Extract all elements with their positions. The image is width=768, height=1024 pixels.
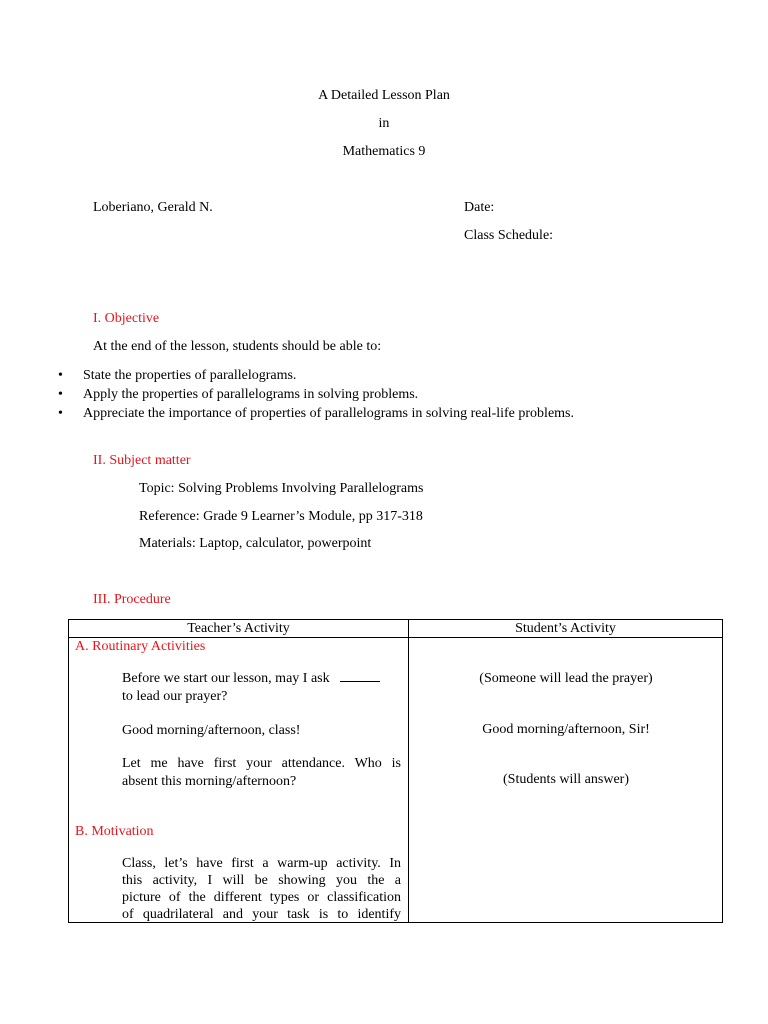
teacher-activity-cell (69, 638, 409, 923)
prayer-line-2: to lead our prayer? (122, 689, 228, 704)
prayer-line-1 (122, 671, 380, 687)
motivation-line: this activity, I will be showing you the a (122, 873, 401, 888)
objective-intro: At the end of the lesson, students should be able to: (93, 339, 382, 354)
motivation-line: Class, let’s have first a warm-up activity. In (122, 856, 401, 871)
title-line-3: Mathematics 9 (342, 144, 426, 159)
title-line-1: A Detailed Lesson Plan (318, 88, 450, 103)
student-activity-cell (409, 638, 723, 923)
prayer-student: (Someone will lead the prayer) (479, 671, 653, 686)
topic-line: Topic: Solving Problems Involving Parallelograms (139, 481, 424, 496)
bullet-icon: • (58, 368, 63, 383)
greeting-student: Good morning/afternoon, Sir! (482, 722, 650, 737)
subject-matter-heading: II. Subject matter (93, 453, 191, 468)
motivation-line: picture of the different types or classification (122, 890, 401, 905)
teacher-activity-header: Teacher’s Activity (69, 620, 409, 638)
motivation-line: of quadrilateral and your task is to identify (122, 907, 401, 922)
student-activity-header: Student’s Activity (409, 620, 723, 638)
attendance-line-2: absent this morning/afternoon? (122, 774, 297, 789)
objective-item: State the properties of parallelograms. (83, 368, 297, 383)
bullet-icon: • (58, 406, 63, 421)
name-blank (340, 671, 380, 682)
bullet-icon: • (58, 387, 63, 402)
objective-list (58, 366, 574, 423)
table-row (69, 638, 723, 923)
objective-item: Apply the properties of parallelograms in solving problems. (83, 387, 419, 402)
attendance-student: (Students will answer) (503, 772, 629, 787)
list-item (58, 404, 574, 423)
greeting-teacher: Good morning/afternoon, class! (122, 723, 301, 738)
routinary-heading: A. Routinary Activities (75, 639, 206, 654)
date-label: Date: (464, 200, 495, 215)
procedure-table (68, 619, 723, 923)
objective-heading: I. Objective (93, 311, 160, 326)
class-schedule-label: Class Schedule: (464, 228, 554, 243)
objective-item: Appreciate the importance of properties of parallelograms in solving real-life problems. (83, 406, 574, 421)
author-name: Loberiano, Gerald N. (93, 200, 213, 215)
title-line-2: in (378, 116, 390, 131)
reference-line: Reference: Grade 9 Learner’s Module, pp 317-318 (139, 509, 423, 524)
materials-line: Materials: Laptop, calculator, powerpoint (139, 536, 372, 551)
prayer-text: Before we start our lesson, may I ask (122, 671, 330, 686)
list-item (58, 385, 574, 404)
procedure-heading: III. Procedure (93, 592, 171, 607)
list-item (58, 366, 574, 385)
table-header-row (69, 620, 723, 638)
motivation-heading: B. Motivation (75, 824, 154, 839)
attendance-line-1: Let me have first your attendance. Who is (122, 756, 401, 771)
